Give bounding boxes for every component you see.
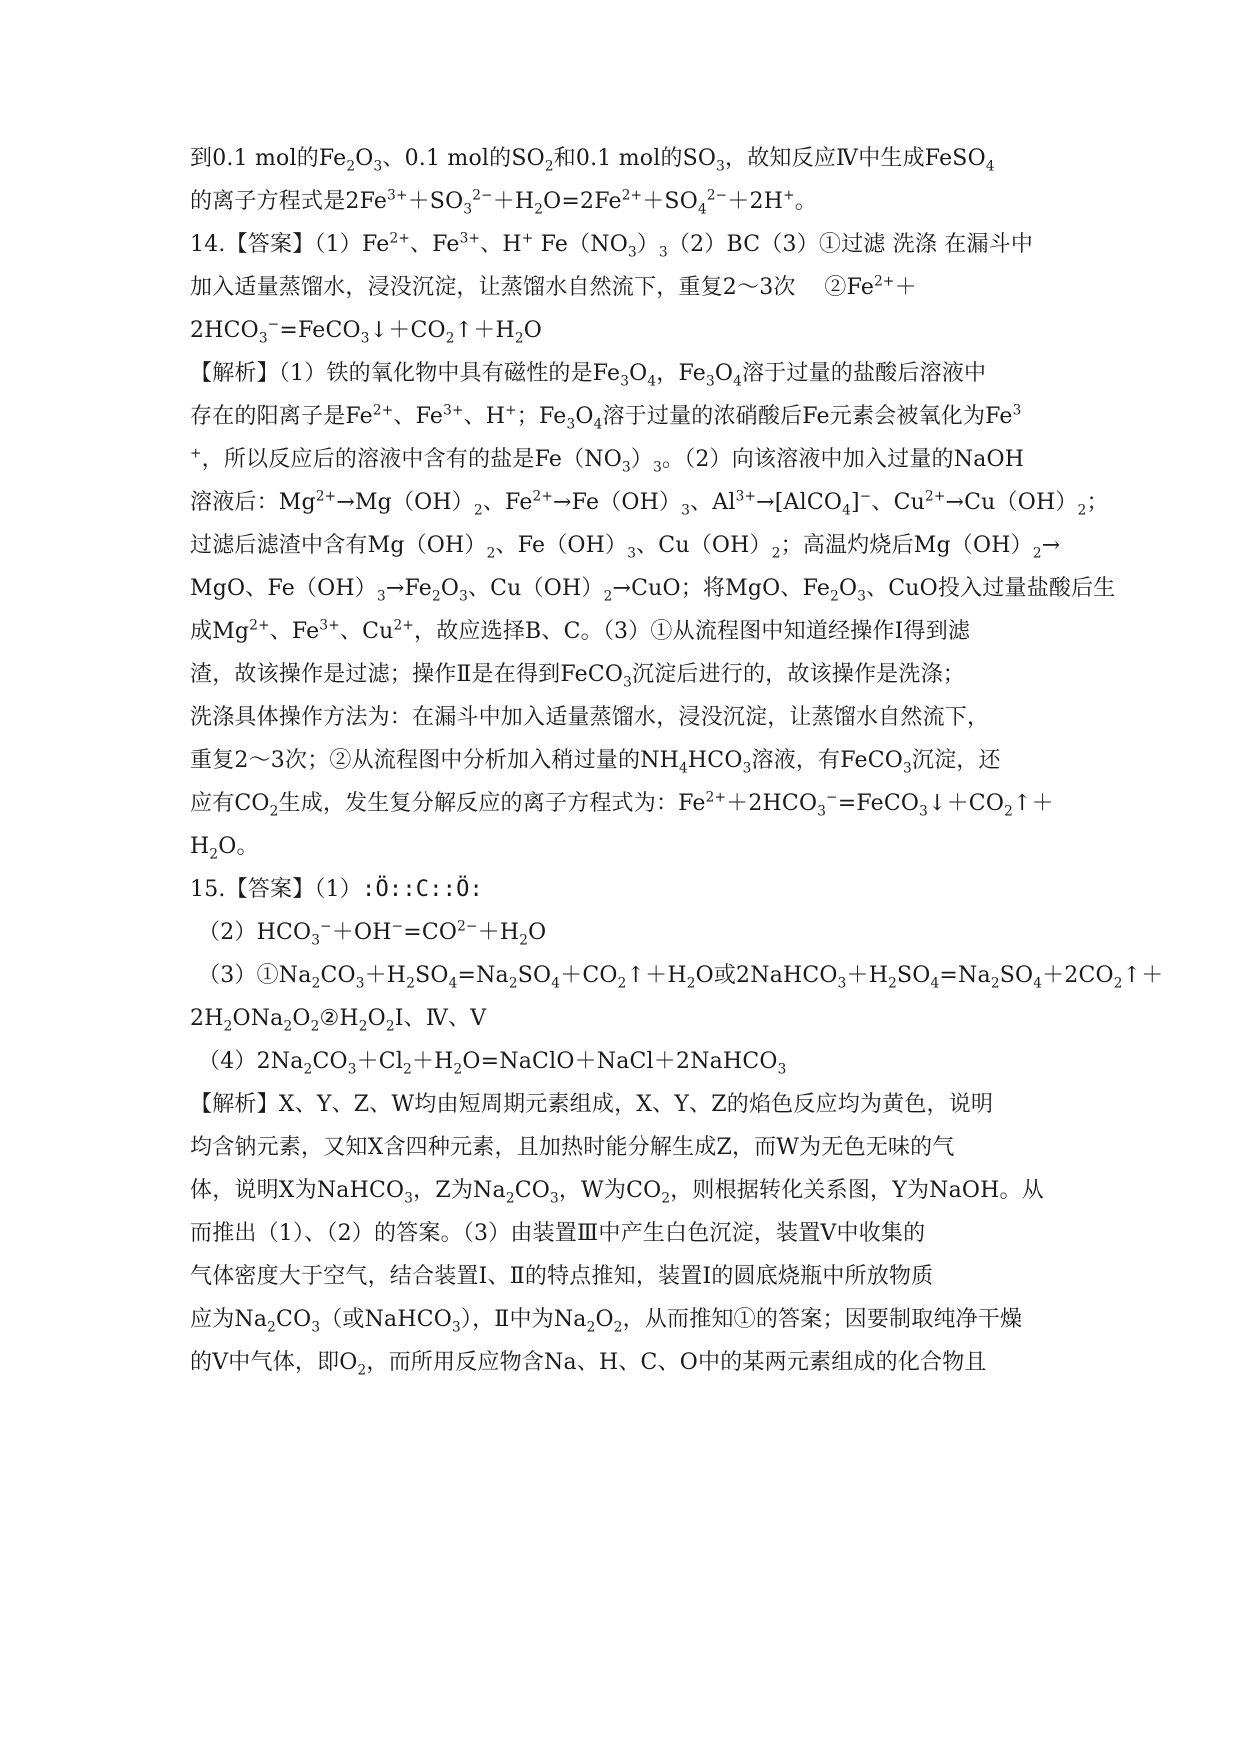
text-line: 洗涤具体操作方法为：在漏斗中加入适量蒸馏水，浸没沉淀，让蒸馏水自然流下， [190, 705, 990, 730]
text-line: 加入适量蒸馏水，浸没沉淀，让蒸馏水自然流下，重复2～3次 $②Fe^{2+}+$ [190, 273, 917, 300]
text-line: 体，说明X为NaHCO$_3$，Z为$Na_2CO_3$，W为$CO_2$，则根据转化关系图，Y为NaOH。从 [190, 1178, 1044, 1207]
text-line: 的Ⅴ中气体，即$O_2$，而所用反应物含Na、H、C、O中的某两元素组成的化合物且 [190, 1350, 987, 1379]
text-line: $H_2O$。 [190, 834, 259, 863]
text-line: $(3)①Na_2CO_3+H_2SO_4=Na_2SO_4+CO_2↑+H_2O$或$2NaHCO_3+H_2SO_4=Na_2SO_4+2CO_2↑+$ [198, 963, 1164, 992]
text-line: 重复2～3次；②从流程图中分析加入稍过量的$NH_4HCO_3$溶液，有FeCO$_3$沉淀，还 [190, 748, 1001, 777]
text-line: 过滤后滤渣中含有$Mg(OH)_2$、$Fe(OH)_3$、$Cu(OH)_2$；高温灼烧后$Mg(OH)_2\to$ [190, 533, 1061, 562]
analysis-15-line: 【解析】X、Y、Z、W均由短周期元素组成，X、Y、Z的焰色反应均为黄色，说明 [190, 1092, 994, 1117]
text-line: 应有$CO_2$生成，发生复分解反应的离子方程式为：$Fe^{2+}+2HCO_3^-=FeCO_3↓+CO_2↑+$ [190, 789, 1054, 820]
text-line: $(4)2Na_2CO_3+Cl_2+H_2O=NaClO+NaCl+2NaHCO_3$ [198, 1049, 787, 1078]
text-line: 而推出（1）、（2）的答案。（3）由装置Ⅲ中产生白色沉淀，装置Ⅴ中收集的 [190, 1221, 926, 1246]
answer-15-line: 15.【答案】（1）:Ö::C::Ö: [190, 877, 484, 902]
text-line: $2HCO_3^-=FeCO_3↓+CO_2↑+H_2O$ [190, 316, 542, 347]
text-line: 均含钠元素，又知X含四种元素，且加热时能分解生成Z，而W为无色无味的气 [190, 1135, 955, 1160]
text-line: 应为$Na_2CO_3$（或NaHCO$_3$），Ⅱ中为$Na_2O_2$，从而推知①的答案；因要制取纯净干燥 [190, 1307, 1023, 1336]
text-line: +，所以反应后的溶液中含有的盐是$Fe(NO_3)_3$。（2）向该溶液中加入过量的NaOH [190, 445, 1025, 476]
text-line: 存在的阳离子是$Fe^{2+}$、$Fe^{3+}$、H+；$Fe_3O_4$溶于过量的浓硝酸后Fe元素会被氧化为Fe$^3$ [190, 402, 1022, 433]
text-line: $(2)HCO_3^-+OH^-=CO^{2-}+H_2O$ [198, 918, 547, 949]
text-line: 溶液后：$Mg^{2+}\to Mg(OH)_2$、$Fe^{2+}\to Fe(OH)_3$、$Al^{3+}\to[AlCO_4]^-$、$Cu^{2+}\to Cu(OH)_2$； [190, 488, 1109, 519]
text-line: $2H_2ONa_2O_2②H_2O_2Ⅰ$、Ⅳ、Ⅴ [190, 1006, 487, 1035]
text-line: MgO、$Fe(OH)_3\to Fe_2O_3$、$Cu(OH)_2\to CuO$；将MgO、$Fe_2O_3$、CuO投入过量盐酸后生 [190, 576, 1116, 605]
text-line: 渣，故该操作是过滤；操作Ⅱ是在得到FeCO$_3$沉淀后进行的，故该操作是洗涤； [190, 662, 965, 691]
text-line: 气体密度大于空气，结合装置Ⅰ、Ⅱ的特点推知，装置Ⅰ的圆底烧瓶中所放物质 [190, 1264, 934, 1289]
text-line: 成$Mg^{2+}$、$Fe^{3+}$、$Cu^{2+}$，故应选择B、C。（3）①从流程图中知道经操作Ⅰ得到滤 [190, 617, 971, 644]
analysis-14-line: 【解析】（1）铁的氧化物中具有磁性的是$Fe_3O_4$，$Fe_3O_4$溶于过量的盐酸后溶液中 [190, 361, 987, 390]
text-line: 的离子方程式是$2Fe^{3+}+SO_3^{2-}+H_2O=2Fe^{2+}+SO_4^{2-}+2H^+$。 [190, 187, 817, 218]
text-line: 到0.1 mol的$Fe_2O_3$、0.1 mol的$SO_2$和0.1 mol的$SO_3$，故知反应Ⅳ中生成FeSO$_4$ [190, 146, 995, 175]
answer-14-line: 14.【答案】$(1)Fe^{2+}$、$Fe^{3+}$、H+ $Fe(NO_3)_3(2)BC(3)①$过滤 洗涤 在漏斗中 [190, 230, 1034, 261]
